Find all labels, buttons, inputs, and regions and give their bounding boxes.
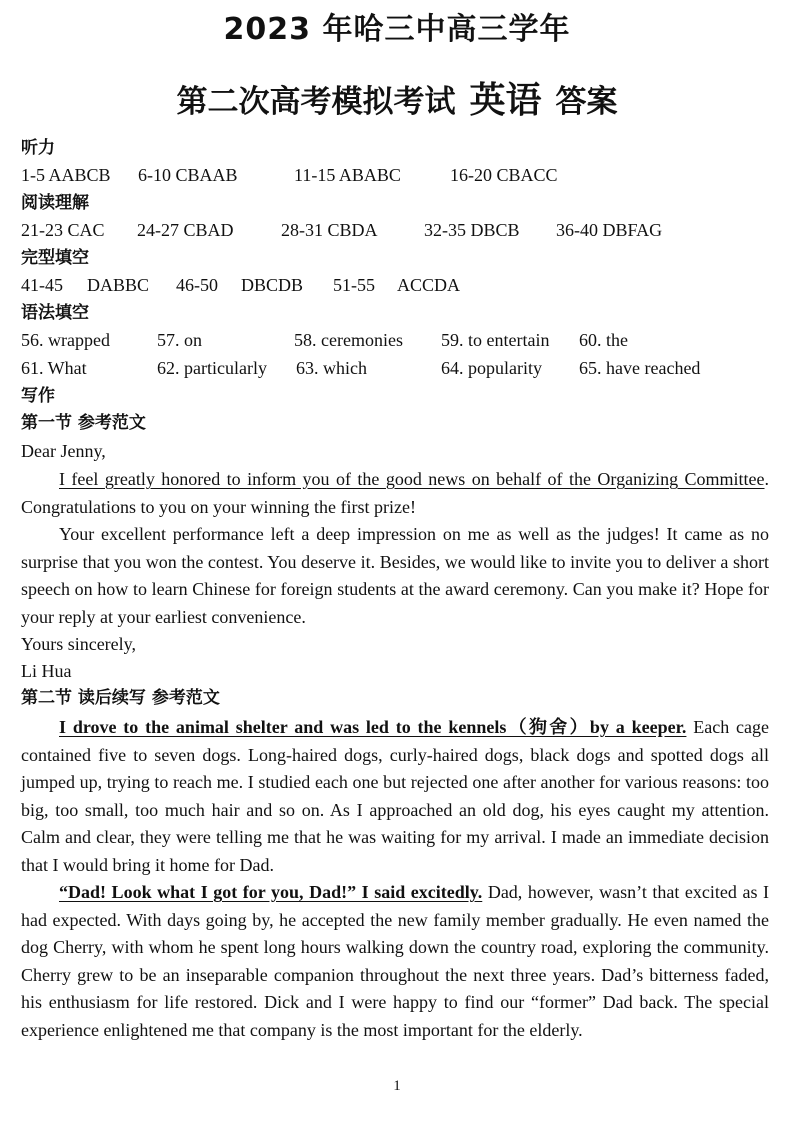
subtitle-exam: 第二次高考模拟考试 <box>176 84 456 120</box>
grammar-answer: 65. have reached <box>579 358 701 378</box>
answer-range: 46-50 <box>176 275 218 295</box>
answer-group: 21-23 CAC <box>21 220 105 240</box>
answer-group: 24-27 CBAD <box>137 220 234 240</box>
section-listening: 听力 <box>21 138 55 158</box>
answer-range: 51-55 <box>333 275 375 295</box>
grammar-answer: 56. wrapped <box>21 330 110 350</box>
answer-group: 32-35 DBCB <box>424 220 520 240</box>
story-given-sentence: I drove to the animal shelter and was led to the kennels（狗舍）by a keeper. <box>59 717 687 737</box>
answer-group: 28-31 CBDA <box>281 220 378 240</box>
letter-closing: Yours sincerely, <box>21 634 136 654</box>
letter-paragraph: Your excellent performance left a deep impression on me as well as the judges! It came as no surprise that you won the contest. You deserve it. Besides, we would like to invite you to deliver a short speech on how to learn Chinese for foreign students at the award ceremony. Can you make it? Hope for your reply at your earliest convenience. <box>21 524 769 627</box>
letter-paragraph <box>21 466 769 521</box>
answer-group: 11-15 ABABC <box>294 165 401 185</box>
letter-key-sentence: I feel greatly honored to inform you of the good news on behalf of the Organizing Committee <box>59 469 765 489</box>
grammar-answer: 61. What <box>21 358 87 378</box>
grammar-answer: 58. ceremonies <box>294 330 403 350</box>
grammar-answer: 59. to entertain <box>441 330 550 350</box>
letter-paragraph-rest: . Congratulations to you on your winning the first prize! <box>21 469 769 517</box>
answer-group: 16-20 CBACC <box>450 165 558 185</box>
story-paragraph-rest: Each cage contained five to seven dogs. Long-haired dogs, curly-haired dogs, black dogs and spotted dogs all jumped up, trying to reach me. I studied each one but rejected one after another for various reasons: too big, too small, too much hair and so on. As I approached an old dog, his eyes caught my attention. Calm and clear, they were telling me that he was waiting for my arrival. I made an immediate decision that I would bring it home for Dad. <box>21 717 769 875</box>
section-writing: 写作 <box>21 386 55 406</box>
section-part-two: 第二节 读后续写 参考范文 <box>21 688 220 708</box>
answer-group: 6-10 CBAAB <box>138 165 238 185</box>
subtitle-subject: 英语 <box>469 80 542 121</box>
story-paragraph <box>21 879 769 1045</box>
section-reading: 阅读理解 <box>21 193 89 213</box>
page-number: 1 <box>393 1078 401 1094</box>
section-cloze: 完型填空 <box>21 248 89 268</box>
page-title: 2023 年哈三中高三学年 <box>223 12 571 47</box>
grammar-answer: 57. on <box>157 330 202 350</box>
answer-letters: ACCDA <box>397 275 461 295</box>
grammar-answer: 63. which <box>296 358 367 378</box>
grammar-answer: 64. popularity <box>441 358 542 378</box>
page-subtitle <box>0 72 794 123</box>
section-part-one: 第一节 参考范文 <box>21 413 146 433</box>
grammar-answer: 60. the <box>579 330 628 350</box>
story-paragraph-rest: Dad, however, wasn’t that excited as I had expected. With days going by, he accepted the new family member gradually. He even named the dog Cherry, with whom he spent long hours walking down the country road, exploring the community. Cherry grew to be an inseparable companion throughout the next three years. Dad’s bitterness faded, his enthusiasm for life restored. Dick and I were happy to find our “former” Dad back. The special experience enlightened me that company is the most important for the elderly. <box>21 882 770 1040</box>
story-given-sentence: “Dad! Look what I got for you, Dad!” I said excitedly. <box>59 882 483 902</box>
answer-letters: DABBC <box>87 275 150 295</box>
answer-group: 1-5 AABCB <box>21 165 111 185</box>
letter-greeting: Dear Jenny, <box>21 441 106 461</box>
letter-signature: Li Hua <box>21 661 72 681</box>
answer-range: 41-45 <box>21 275 63 295</box>
grammar-answer: 62. particularly <box>157 358 267 378</box>
section-grammar: 语法填空 <box>21 303 89 323</box>
answer-letters: DBCDB <box>241 275 304 295</box>
subtitle-answers: 答案 <box>555 84 618 120</box>
story-paragraph <box>21 714 769 880</box>
answer-group: 36-40 DBFAG <box>556 220 663 240</box>
